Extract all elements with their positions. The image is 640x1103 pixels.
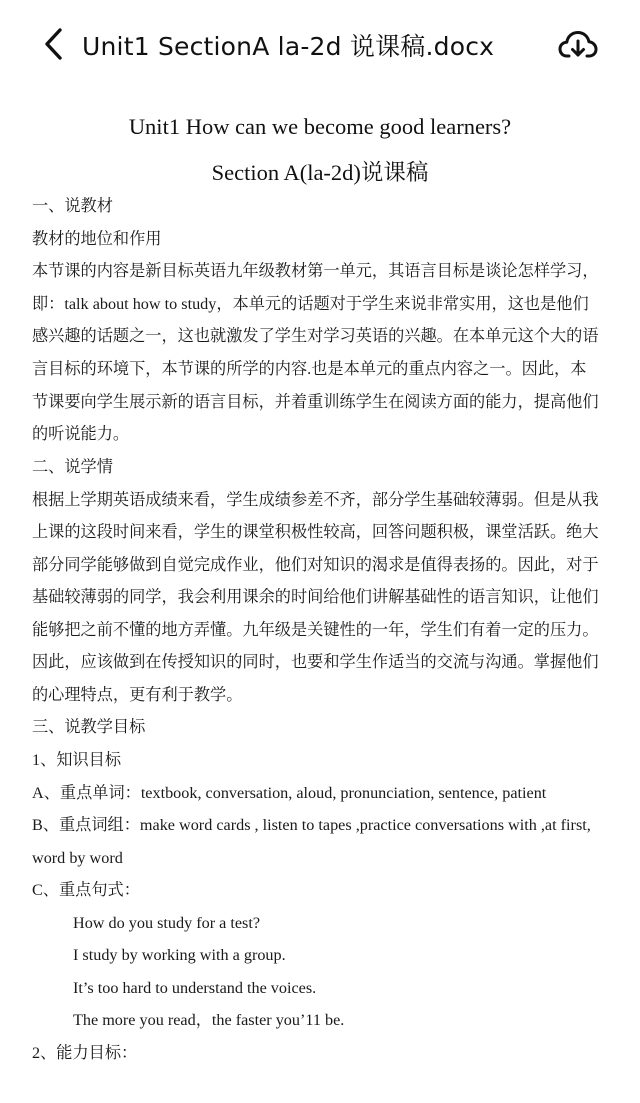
subsection-heading: 2、能力目标： [32,1044,138,1062]
paragraph-line: 根据上学期英语成绩来看，学生成绩参差不齐，部分学生基础较薄弱。但是从我 [32,491,599,509]
download-button[interactable] [558,28,598,62]
section-heading: 二、说学情 [32,458,113,476]
doc-heading: Unit1 How can we become good learners? [128,114,512,139]
paragraph-line: 上课的这段时间来看，学生的课堂积极性较高，回答问题积极，课堂活跃。绝大 [32,523,599,541]
paragraph-line: 部分同学能够做到自觉完成作业，他们对知识的渴求是值得表扬的。因此，对于 [32,556,599,574]
section-heading: 一、说教材 [32,197,113,215]
paragraph-line: 因此，应该做到在传授知识的同时，也要和学生作适当的交流与沟通。掌握他们 [32,653,599,671]
paragraph-line: 感兴趣的话题之一，这也就激发了学生对学习英语的兴趣。在本单元这个大的语 [32,327,599,345]
subsection-heading: 1、知识目标 [32,751,122,769]
paragraph-line: 教材的地位和作用 [32,230,162,248]
cloud-download-icon [558,28,598,62]
example-sentence: I study by working with a group. [73,946,286,964]
example-sentence: The more you read，the faster you’11 be. [73,1011,345,1029]
paragraph-line: 节课要向学生展示新的语言目标，并着重训练学生在阅读方面的能力，提高他们 [32,393,599,411]
top-app-bar [0,0,640,90]
paragraph-line: word by word [32,849,123,867]
chevron-left-icon [40,26,70,62]
doc-subheading: Section A(la-2d)说课稿 [211,160,429,185]
paragraph-line: A、重点单词：textbook, conversation, aloud, pronunciation, sentence, patient [32,784,547,802]
paragraph-line: C、重点句式： [32,881,140,899]
paragraph-line: 本节课的内容是新目标英语九年级教材第一单元，其语言目标是谈论怎样学习， [32,262,599,280]
paragraph-line: 的听说能力。 [32,425,130,443]
paragraph-line: 基础较薄弱的同学，我会利用课余的时间给他们讲解基础性的语言知识，让他们 [32,588,599,606]
paragraph-line: B、重点词组：make word cards , listen to tapes ,practice conversations with ,at first, [32,816,591,834]
paragraph-line: 能够把之前不懂的地方弄懂。九年级是关键性的一年，学生们有着一定的压力。 [32,621,599,639]
example-sentence: It’s too hard to understand the voices. [73,979,317,997]
paragraph-line: 言目标的环境下，本节课的所学的内容.也是本单元的重点内容之一。因此，本 [32,360,587,378]
back-button[interactable] [40,26,70,62]
paragraph-line: 的心理特点，更有利于教学。 [32,686,243,704]
example-sentence: How do you study for a test? [73,914,261,932]
section-heading: 三、说教学目标 [32,718,146,736]
paragraph-line: 即：talk about how to study，本单元的话题对于学生来说非常实用，这也是他们 [32,295,589,313]
document-title: Unit1 SectionA la-2d 说课稿.docx [82,32,495,61]
